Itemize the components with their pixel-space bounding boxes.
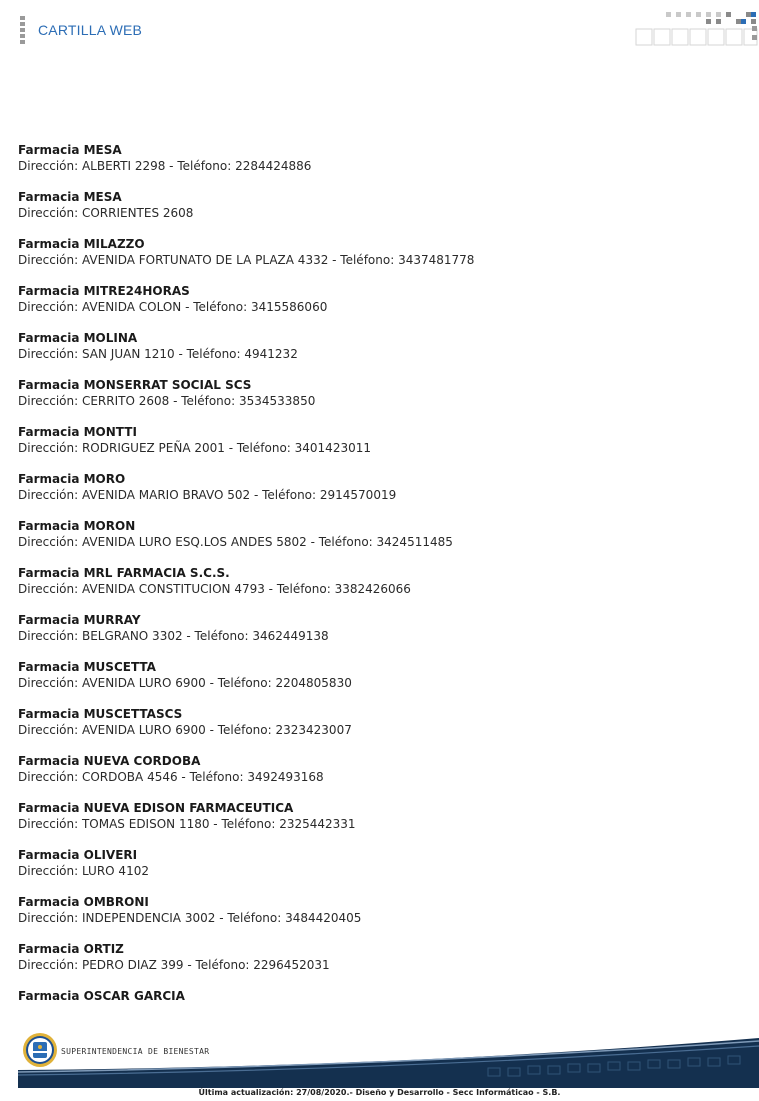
pharmacy-address: Dirección: CERRITO 2608 - Teléfono: 3534533850 xyxy=(18,394,316,408)
pharmacy-name: Farmacia MORON xyxy=(18,519,136,533)
pharmacy-address: Dirección: AVENIDA LURO 6900 - Teléfono: 2204805830 xyxy=(18,676,352,690)
pharmacy-name: Farmacia MILAZZO xyxy=(18,237,145,251)
pharmacy-name: Farmacia ORTIZ xyxy=(18,942,124,956)
agency-name: SUPERINTENDENCIA DE BIENESTAR xyxy=(61,1047,210,1056)
pharmacy-name: Farmacia MESA xyxy=(18,143,122,157)
pharmacy-address: Dirección: SAN JUAN 1210 - Teléfono: 4941232 xyxy=(18,347,298,361)
pharmacy-address: Dirección: AVENIDA COLON - Teléfono: 3415586060 xyxy=(18,300,328,314)
list-item xyxy=(18,472,738,519)
list-item xyxy=(18,425,738,472)
list-item xyxy=(18,378,738,425)
pharmacy-address: Dirección: PEDRO DIAZ 399 - Teléfono: 2296452031 xyxy=(18,958,330,972)
list-item xyxy=(18,660,738,707)
list-item xyxy=(18,566,738,613)
pharmacy-address: Dirección: AVENIDA MARIO BRAVO 502 - Teléfono: 2914570019 xyxy=(18,488,397,502)
list-item xyxy=(18,331,738,378)
list-item xyxy=(18,190,738,237)
header-pixel-decoration-icon xyxy=(634,10,759,50)
pharmacy-name: Farmacia NUEVA CORDOBA xyxy=(18,754,201,768)
list-item xyxy=(18,237,738,284)
pharmacy-list xyxy=(18,143,738,1036)
pharmacy-name: Farmacia MRL FARMACIA S.C.S. xyxy=(18,566,230,580)
list-item xyxy=(18,801,738,848)
seal-logo-icon xyxy=(22,1032,58,1068)
pharmacy-address: Dirección: INDEPENDENCIA 3002 - Teléfono: 3484420405 xyxy=(18,911,362,925)
pharmacy-name: Farmacia MITRE24HORAS xyxy=(18,284,190,298)
header-bar-icon xyxy=(20,16,25,46)
pharmacy-address: Dirección: RODRIGUEZ PEÑA 2001 - Teléfono: 3401423011 xyxy=(18,441,371,455)
pharmacy-address: Dirección: CORDOBA 4546 - Teléfono: 3492493168 xyxy=(18,770,324,784)
list-item xyxy=(18,754,738,801)
pharmacy-address: Dirección: LURO 4102 xyxy=(18,864,149,878)
list-item xyxy=(18,895,738,942)
pharmacy-address: Dirección: AVENIDA LURO 6900 - Teléfono: 2323423007 xyxy=(18,723,352,737)
list-item xyxy=(18,942,738,989)
page-title: CARTILLA WEB xyxy=(38,22,143,38)
pharmacy-name: Farmacia OMBRONI xyxy=(18,895,149,909)
pharmacy-name: Farmacia MORO xyxy=(18,472,126,486)
footer-wave-banner-icon xyxy=(18,1028,759,1088)
pharmacy-name: Farmacia MURRAY xyxy=(18,613,141,627)
pharmacy-address: Dirección: BELGRANO 3302 - Teléfono: 3462449138 xyxy=(18,629,329,643)
list-item xyxy=(18,519,738,566)
pharmacy-address: Dirección: TOMAS EDISON 1180 - Teléfono: 2325442331 xyxy=(18,817,356,831)
pharmacy-address: Dirección: AVENIDA LURO ESQ.LOS ANDES 5802 - Teléfono: 3424511485 xyxy=(18,535,453,549)
pharmacy-name: Farmacia MUSCETTASCS xyxy=(18,707,183,721)
last-update-note: Última actualización: 27/08/2020.- Diseño y Desarrollo - Secc Informáticao - S.B. xyxy=(198,1088,561,1097)
pharmacy-name: Farmacia OSCAR GARCIA xyxy=(18,989,185,1003)
pharmacy-address: Dirección: AVENIDA CONSTITUCION 4793 - Teléfono: 3382426066 xyxy=(18,582,411,596)
pharmacy-name: Farmacia MESA xyxy=(18,190,122,204)
pharmacy-address: Dirección: CORRIENTES 2608 xyxy=(18,206,194,220)
list-item xyxy=(18,143,738,190)
list-item xyxy=(18,848,738,895)
pharmacy-address: Dirección: ALBERTI 2298 - Teléfono: 2284424886 xyxy=(18,159,312,173)
pharmacy-address: Dirección: AVENIDA FORTUNATO DE LA PLAZA 4332 - Teléfono: 3437481778 xyxy=(18,253,475,267)
list-item xyxy=(18,613,738,660)
pharmacy-name: Farmacia NUEVA EDISON FARMACEUTICA xyxy=(18,801,294,815)
pharmacy-name: Farmacia MONSERRAT SOCIAL SCS xyxy=(18,378,252,392)
pharmacy-name: Farmacia MUSCETTA xyxy=(18,660,156,674)
list-item xyxy=(18,707,738,754)
pharmacy-name: Farmacia MOLINA xyxy=(18,331,138,345)
pharmacy-name: Farmacia OLIVERI xyxy=(18,848,138,862)
pharmacy-name: Farmacia MONTTI xyxy=(18,425,137,439)
list-item xyxy=(18,284,738,331)
